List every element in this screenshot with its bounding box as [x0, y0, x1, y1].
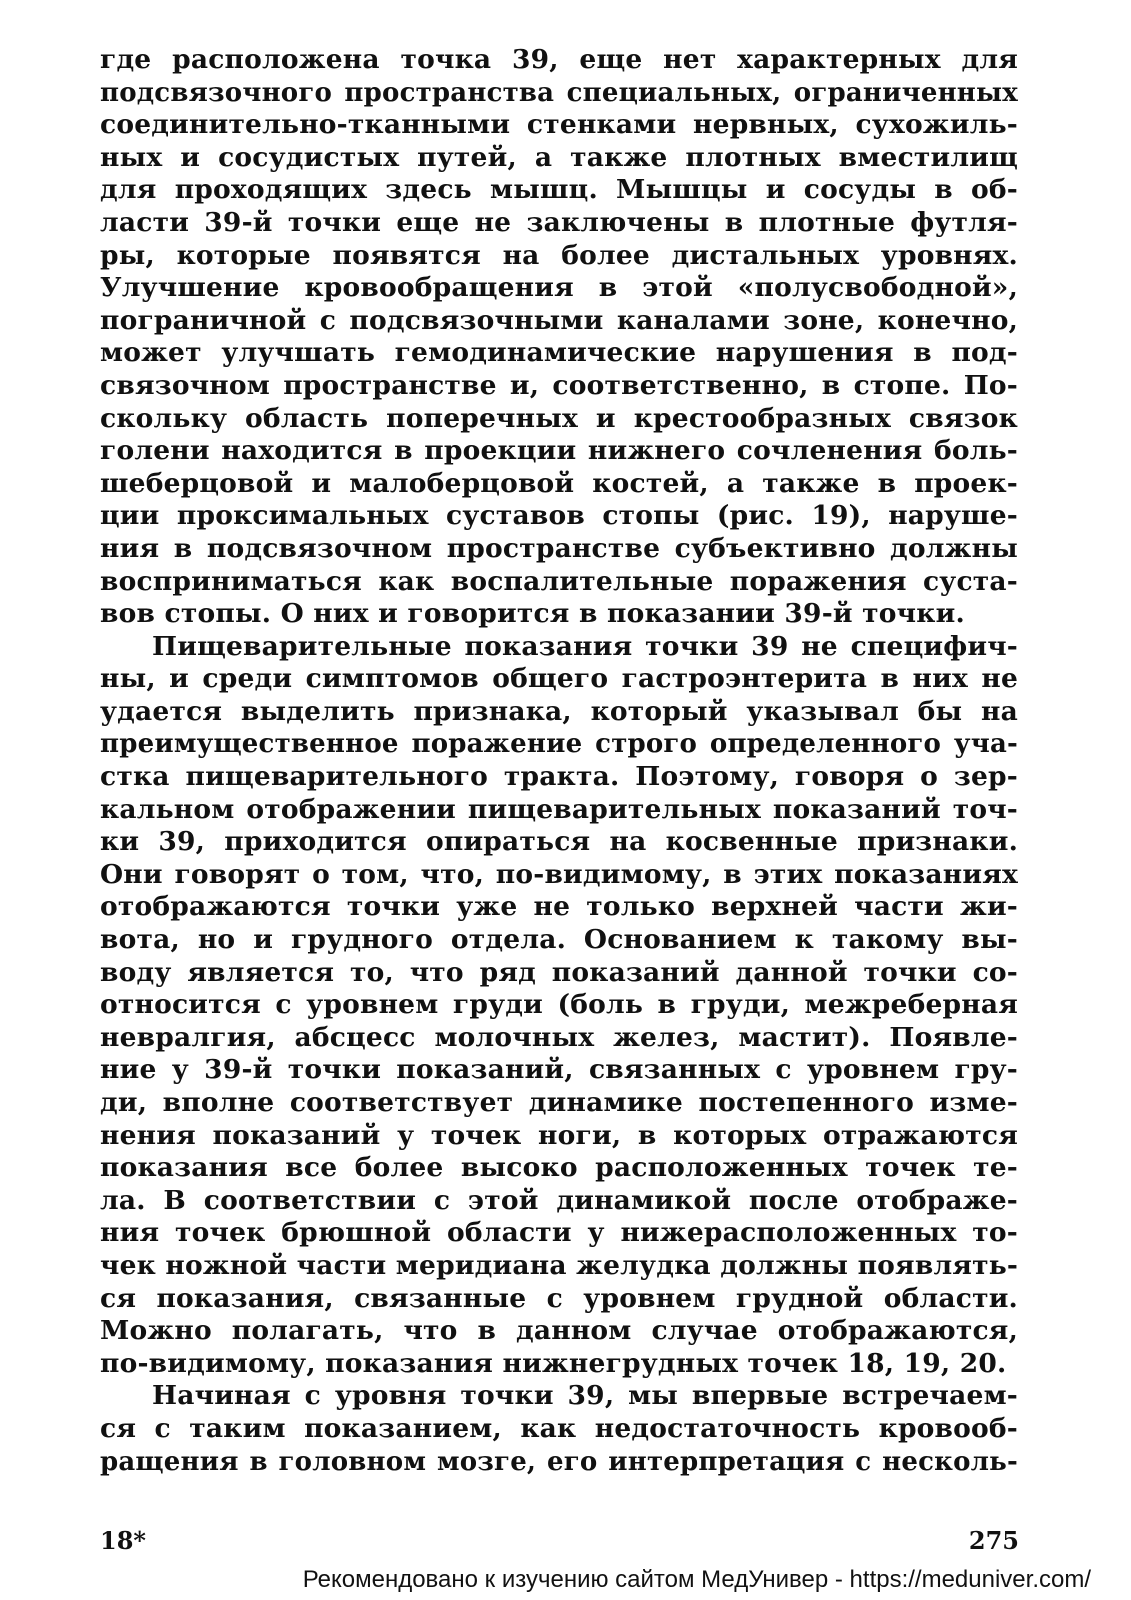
- text-line: удается выделить признака, который указывал бы на: [100, 695, 1018, 727]
- text-line: ся показания, связанные с уровнем грудной области.: [100, 1282, 1018, 1314]
- text-line: ния точек брюшной области у нижерасположенных то-: [100, 1217, 1018, 1249]
- text-line: может улучшать гемодинамические нарушения в под-: [100, 337, 1018, 369]
- text-line: по-видимому, показания нижнегрудных точек 18, 19, 20.: [100, 1347, 1007, 1379]
- text-line: ла. В соответствии с этой динамикой после отображе-: [100, 1184, 1018, 1216]
- text-line: ращения в головном мозге, его интерпретация с несколь-: [100, 1446, 1018, 1477]
- text-line: ние у 39-й точки показаний, связанных с уровнем гру-: [100, 1054, 1018, 1086]
- text-line: относится с уровнем груди (боль в груди, межреберная: [100, 989, 1018, 1021]
- website-banner: Рекомендовано к изучению сайтом МедУнивер - https://meduniver.com/: [302, 1566, 1091, 1593]
- text-line: показания все более высоко расположенных точек те-: [100, 1152, 1018, 1184]
- text-line: связочном пространстве и, соответственно, в стопе. По-: [100, 369, 1018, 401]
- text-line: шеберцовой и малоберцовой костей, а также в проек-: [100, 467, 1018, 499]
- text-line: ся с таким показанием, как недостаточность кровооб-: [100, 1412, 1018, 1444]
- text-line: Пищеварительные показания точки 39 не специфич-: [152, 630, 1018, 662]
- signature-mark: 18*: [100, 1526, 146, 1555]
- text-line: ры, которые появятся на более дистальных уровнях.: [100, 239, 1018, 271]
- text-line: ния в подсвязочном пространстве субъективно должны: [100, 532, 1018, 564]
- body-text: [100, 44, 1018, 1478]
- text-line: где расположена точка 39, еще нет характерных для: [100, 44, 1018, 75]
- text-line: соединительно-тканными стенками нервных, сухожиль-: [100, 109, 1018, 141]
- text-line: стка пищеварительного тракта. Поэтому, говоря о зер-: [100, 761, 1018, 793]
- text-line: ции проксимальных суставов стопы (рис. 19), наруше-: [100, 500, 1018, 532]
- text-line: скольку область поперечных и крестообразных связок: [100, 402, 1018, 434]
- text-line: ласти 39-й точки еще не заключены в плотные футля-: [100, 206, 1018, 238]
- text-line: пограничной с подсвязочными каналами зоне, конечно,: [100, 304, 1018, 336]
- text-line: ны, и среди симптомов общего гастроэнтерита в них не: [100, 663, 1018, 695]
- text-line: Начиная с уровня точки 39, мы впервые встречаем-: [152, 1380, 1018, 1412]
- text-line: вов стопы. О них и говорится в показании 39-й точки.: [100, 598, 965, 630]
- text-line: ди, вполне соответствует динамике постепенного изме-: [100, 1087, 1018, 1118]
- page-number: 275: [968, 1526, 1019, 1555]
- text-line: нения показаний у точек ноги, в которых отражаются: [100, 1119, 1018, 1151]
- text-line: ки 39, приходится опираться на косвенные признаки.: [100, 826, 1018, 858]
- text-line: кальном отображении пищеварительных показаний точ-: [100, 793, 1018, 825]
- text-line: Можно полагать, что в данном случае отображаются,: [100, 1315, 1018, 1347]
- text-line: Улучшение кровообращения в этой «полусвободной»,: [100, 272, 1018, 304]
- text-line: для проходящих здесь мышц. Мышцы и сосуды в об-: [100, 174, 1018, 206]
- text-line: ных и сосудистых путей, а также плотных вместилищ: [100, 141, 1018, 173]
- text-line: чек ножной части меридиана желудка должны появлять-: [100, 1249, 1019, 1281]
- text-line: преимущественное поражение строго определенного уча-: [100, 729, 1018, 760]
- text-line: воду является то, что ряд показаний данной точки со-: [100, 956, 1018, 988]
- text-line: подсвязочного пространства специальных, ограниченных: [100, 77, 1018, 108]
- text-line: голени находится в проекции нижнего сочленения боль-: [100, 435, 1018, 467]
- text-line: восприниматься как воспалительные поражения суста-: [100, 565, 1018, 597]
- text-line: отображаются точки уже не только верхней части жи-: [100, 891, 1018, 923]
- text-line: Они говорят о том, что, по-видимому, в этих показаниях: [100, 858, 1018, 890]
- text-line: вота, но и грудного отдела. Основанием к такому вы-: [100, 924, 1018, 956]
- text-line: невралгия, абсцесс молочных желез, мастит). Появле-: [100, 1021, 1018, 1053]
